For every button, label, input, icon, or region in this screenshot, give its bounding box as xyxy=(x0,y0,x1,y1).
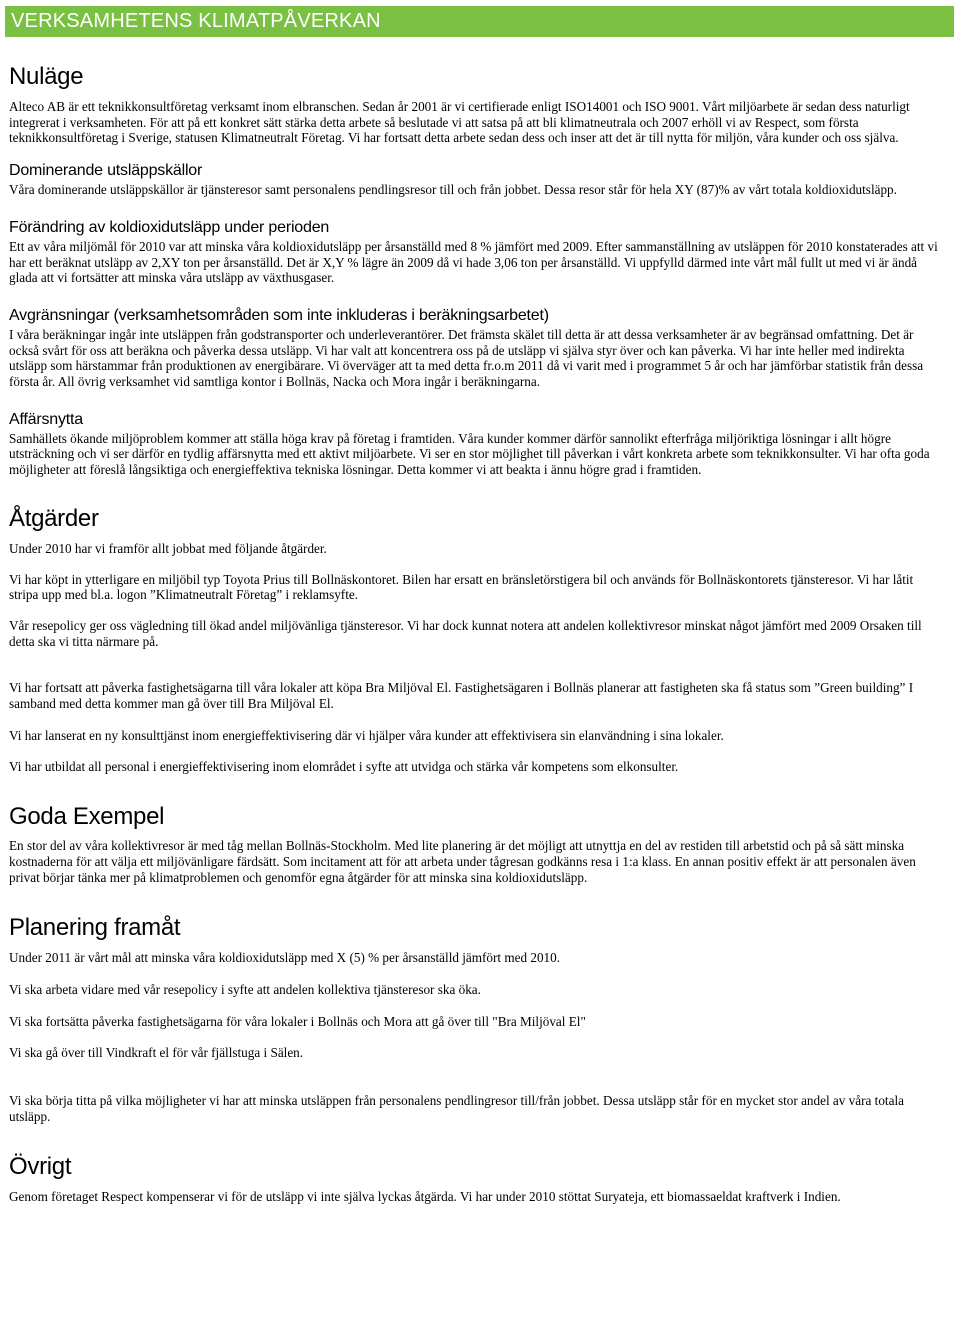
paragraph-planering-4: Vi ska gå över till Vindkraft el för vår fjällstuga i Sälen. xyxy=(9,1045,304,1061)
paragraph-planering-5: Vi ska börja titta på vilka möjligheter vi har att minska utsläppen från personalens pendlingresor till/från jobbet. Dessa utsläpp står för en mycket stor andel av våra totala utsläpp. xyxy=(9,1093,904,1124)
heading-atgarder: Åtgärder xyxy=(9,504,99,532)
paragraph-nulage: Alteco AB är ett teknikkonsultföretag verksamt inom elbranschen. Sedan år 2001 är vi certifierade enligt ISO14001 och ISO 9001. Vårt miljöarbete är sedan dess naturligt integrerat i verksamheten. För att på ett konkret sätt stärka detta arbete så beslutade vi att satsa på att bli klimatneutrala och 2007 erhöll vi av Respect, som första teknikkonsultföretag i Sverige, statusen Klimatneutralt Företag. Vi har fortsatt detta arbete sedan dess och inser att det är till nytta för miljön, våra kunder och oss själva. xyxy=(9,99,910,146)
heading-affarsnytta: Affärsnytta xyxy=(9,410,83,428)
heading-avgransningar: Avgränsningar (verksamhetsområden som inte inkluderas i beräkningsarbetet) xyxy=(9,306,549,324)
paragraph-goda-exempel: En stor del av våra kollektivresor är med tåg mellan Bollnäs-Stockholm. Med lite planering är det möjligt att utnyttja en del av restiden till arbetstid och på så sätt minska kostnaderna för att välja ett miljövänligare färdsätt. Som incitament att för att arbeta under tågresan godkänns resa i 1:a klass. En annan positiv effekt är att personalen även privat börjar tänka mer på klimatproblemen och genomför egna åtgärder för att minska sina koldioxidutsläpp. xyxy=(9,838,916,885)
paragraph-forandring: Ett av våra miljömål för 2010 var att minska våra koldioxidutsläpp per årsanställd med 8 % jämfört med 2009. Efter sammanställning av utsläppen för 2010 konstaterades att vi har ett beräknat utsläpp av 2,XY ton per årsanställd. Det är X,Y % lägre än 2009 då vi hade 3,06 ton per årsanställd. Vi uppfylld därmed inte vårt mål fullt ut med vi är ändå glada att vi fortsätter att minska våra utsläpp av växthusgaser. xyxy=(9,238,938,286)
paragraph-atgarder-4: Vi har fortsatt att påverka fastighetsägarna till våra lokaler att köpa Bra Miljöval El. Fastighetsägaren i Bollnäs planerar att fastigheten ska få status som ”Green building” I samband med detta kommer man gå över till Bra Miljöval El. xyxy=(9,680,914,712)
paragraph-planering-2: Vi ska arbeta vidare med vår resepolicy i syfte att andelen kollektiva tjänsteresor ska öka. xyxy=(9,981,481,997)
heading-dominerande: Dominerande utsläppskällor xyxy=(9,162,203,180)
paragraph-planering-3: Vi ska fortsätta påverka fastighetsägarna för våra lokaler i Bollnäs och Mora att gå över till "Bra Miljöval El" xyxy=(9,1013,586,1029)
page-banner: VERKSAMHETENS KLIMATPÅVERKAN xyxy=(5,6,954,37)
paragraph-avgransningar: I våra beräkningar ingår inte utsläppen från godstransporter och underleverantörer. Det främsta skälet till detta är att dessa verksamheter är av begränsad omfattning. Det är också svårt för oss att beräkna och påverka dessa utsläpp. Vi har valt att koncentrera oss på de utsläpp vi själva styr över och kan påverka. Vi har inte heller med indirekta utsläpp som härstammar från produktionen av energibärare. Vi överväger att ta med detta fr.o.m 2011 då vi varit med i programmet 5 år och har jämförbar statistik från dessa första år. All övrig verksamhet vid samtliga kontor i Bollnäs, Nacka och Mora ingår i beräkningarna. xyxy=(9,326,924,390)
paragraph-planering-1: Under 2011 är vårt mål att minska våra koldioxidutsläpp med X (5) % per årsanställd jämfört med 2010. xyxy=(9,950,561,966)
heading-goda-exempel: Goda Exempel xyxy=(9,803,165,831)
paragraph-affarsnytta: Samhällets ökande miljöproblem kommer att ställa höga krav på företag i framtiden. Våra kunder kommer därför sannolikt efterfråga miljöriktiga lösningar i allt högre utsträckning och vi ser därför en tydlig affärsnytta med ett aktivt miljöarbete. Vi ser en stor möjlighet till påverkan i vårt konkreta arbete som teknikkonsulter. Vi har ofta goda möjligheter att föreslå långsiktiga och energieffektiva tekniska lösningar. Detta kommer vi att beakta i ännu högre grad i framtiden. xyxy=(9,430,930,478)
heading-ovrigt: Övrigt xyxy=(9,1152,72,1180)
paragraph-dominerande: Våra dominerande utsläppskällor är tjänsteresor samt personalens pendlingsresor till och från jobbet. Dessa resor står för hela XY (87)% av vårt totala koldioxidutsläpp. xyxy=(9,182,897,198)
paragraph-atgarder-1: Under 2010 har vi framför allt jobbat med följande åtgärder. xyxy=(9,540,327,556)
heading-planering: Planering framåt xyxy=(9,914,181,942)
document-content xyxy=(9,58,944,1204)
paragraph-atgarder-3: Vår resepolicy ger oss vägledning till ökad andel miljövänliga tjänsteresor. Vi har dock kunnat notera att andelen kollektivresor minskat något jämfört med 2009 Orsaken till detta ska vi titta närmare på. xyxy=(9,617,922,649)
paragraph-atgarder-5: Vi har lanserat en ny konsulttjänst inom energieffektivisering där vi hjälper våra kunder att effektivisera sin elanvändning i sina lokaler. xyxy=(9,727,724,743)
heading-forandring: Förändring av koldioxidutsläpp under perioden xyxy=(9,218,330,236)
paragraph-atgarder-6: Vi har utbildat all personal i energieffektivisering inom elområdet i syfte att utvidga och stärka vår kompetens som elkonsulter. xyxy=(9,759,679,775)
paragraph-atgarder-2: Vi har köpt in ytterligare en miljöbil typ Toyota Prius till Bollnäskontoret. Bilen har ersatt en bränsletörstigera bil och används för Bollnäskontorets tjänsteresor. Vi har låtit stripa upp med bl.a. logon ”Klimatneutralt Företag” i reklamsyfte. xyxy=(9,571,914,603)
heading-nulage: Nuläge xyxy=(9,63,84,90)
paragraph-ovrigt: Genom företaget Respect kompenserar vi för de utsläpp vi inte själva lyckas åtgärda. Vi har under 2010 stöttat Suryateja, ett biomassaeldat kraftverk i Indien. xyxy=(9,1188,841,1204)
